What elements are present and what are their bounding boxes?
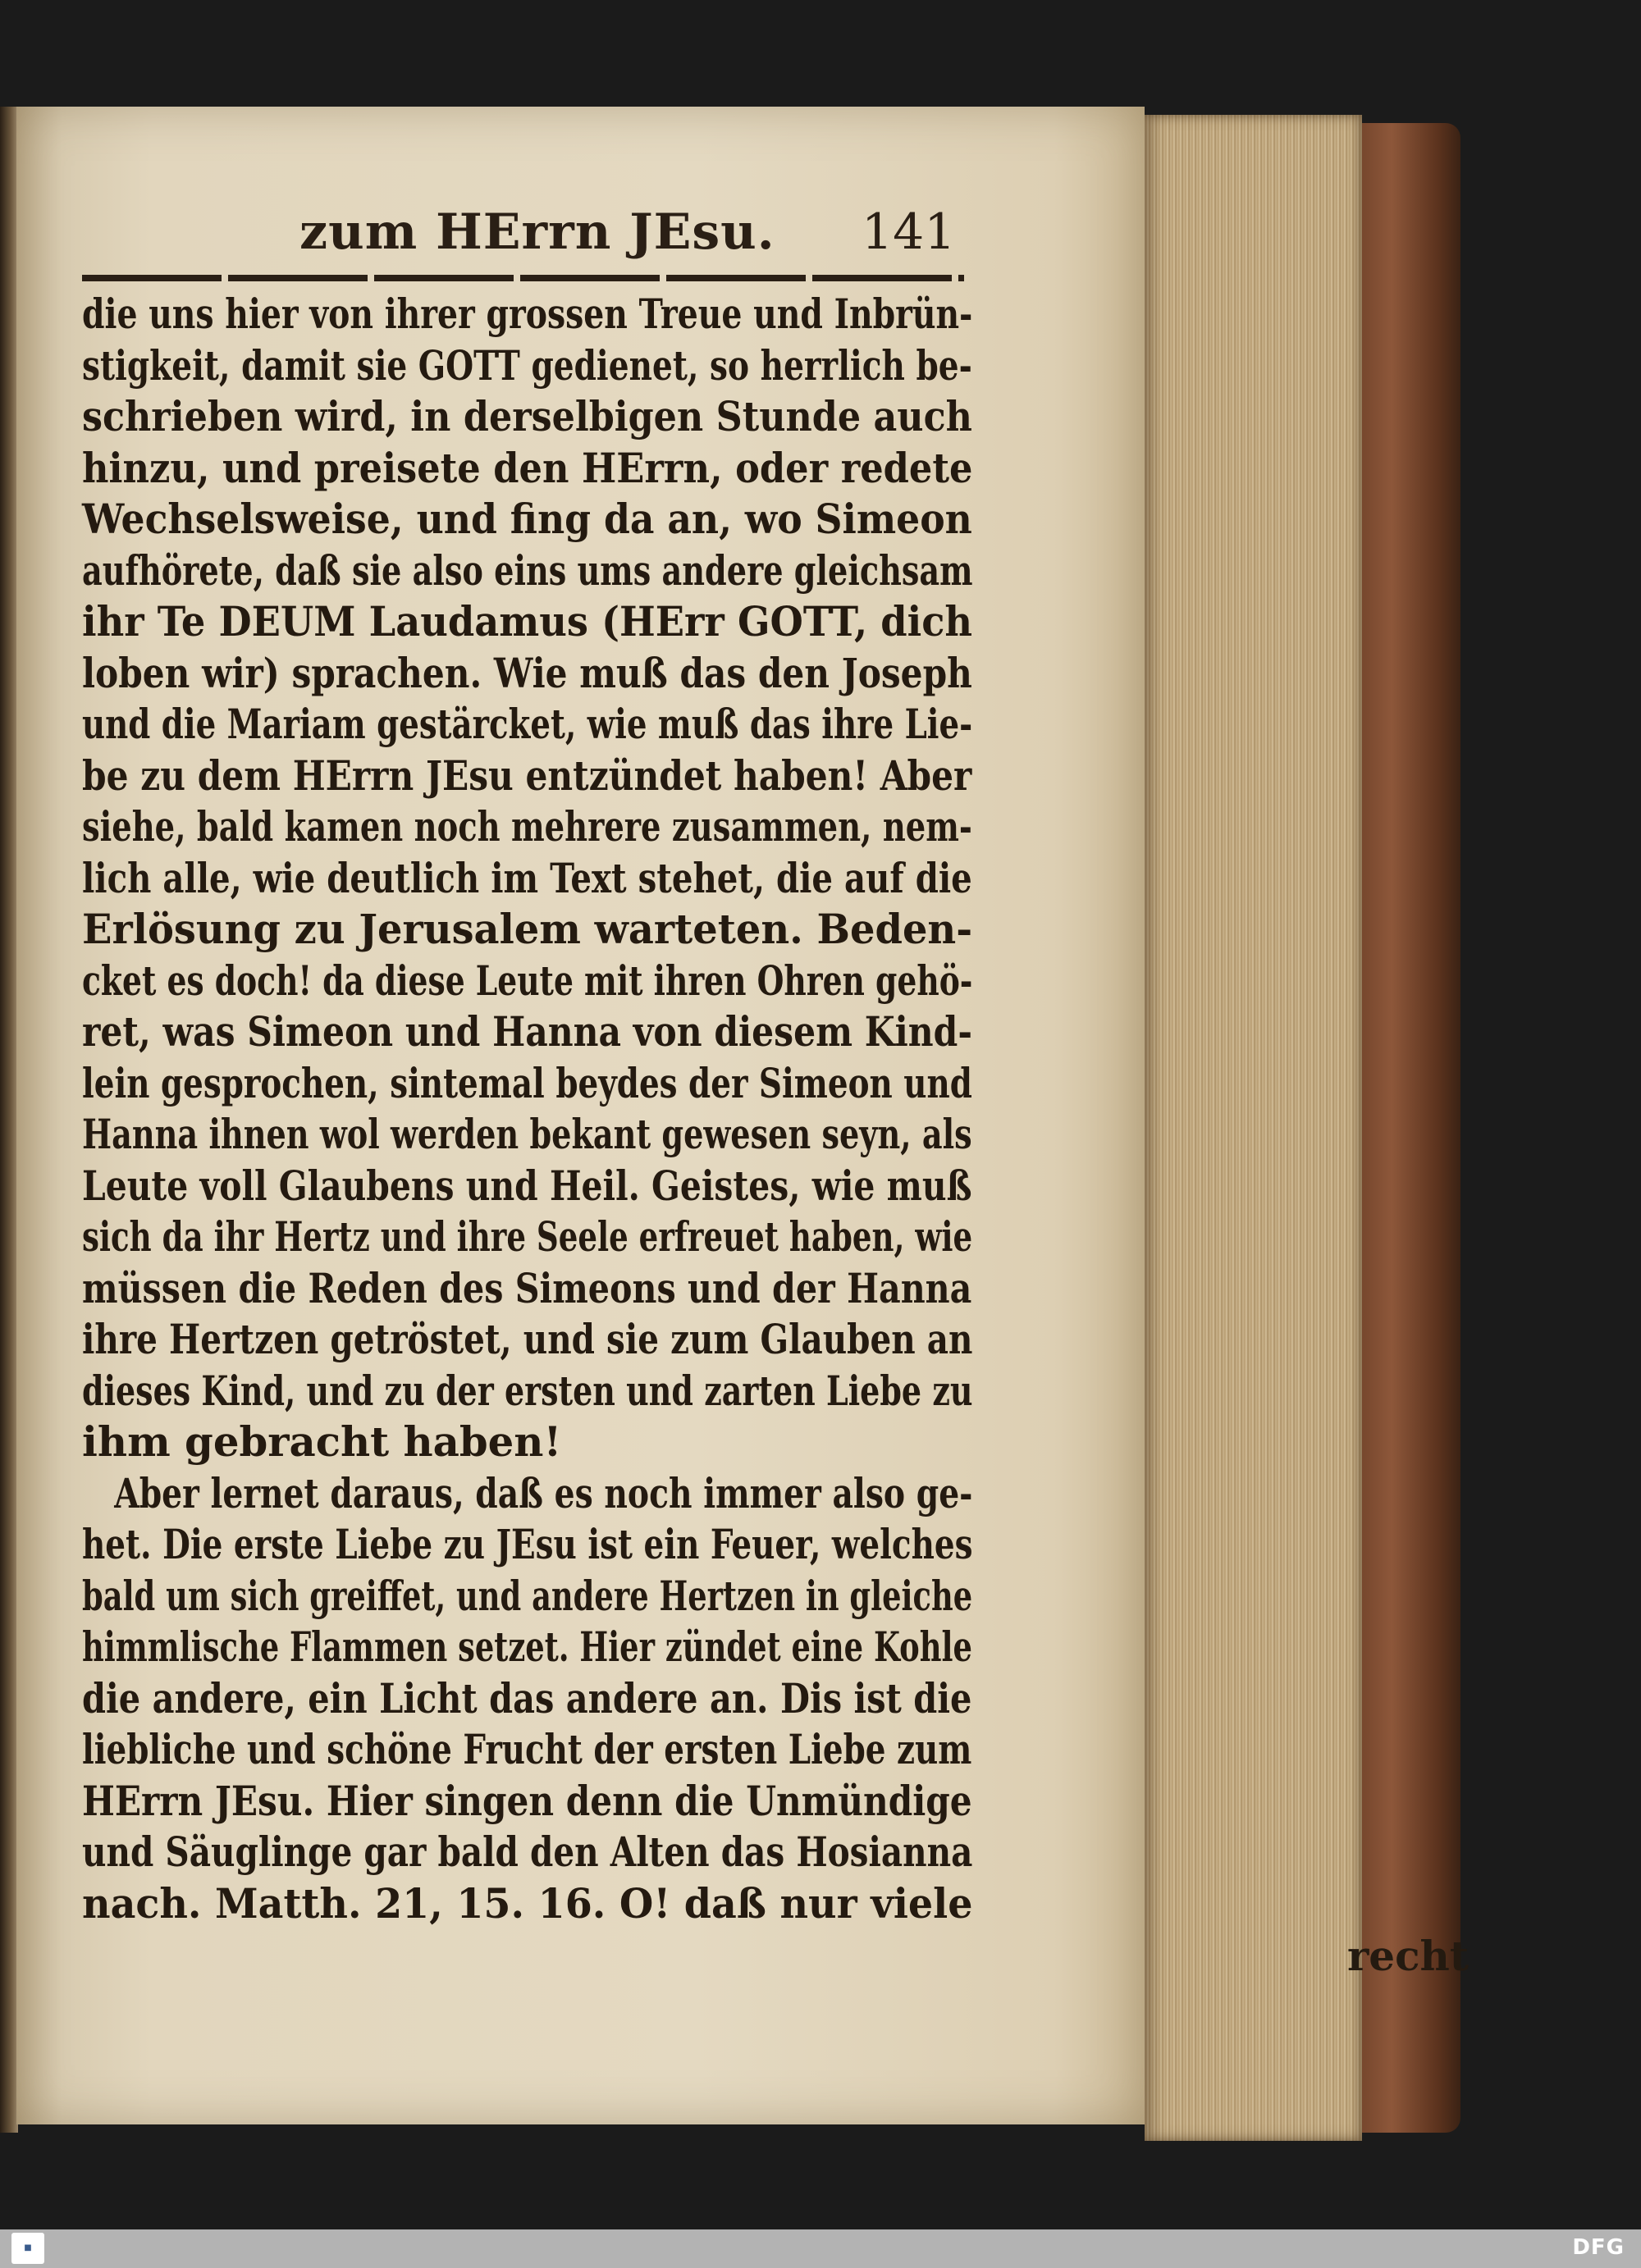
text-line: himmlische Flammen setzet. Hier zündet eine Kohle: [82, 1622, 972, 1671]
gutter-shadow: [0, 107, 18, 2133]
text-line: het. Die erste Liebe zu JEsu ist ein Feuer, welches: [82, 1520, 973, 1568]
book-cover-edge: [1346, 123, 1460, 2133]
text-line: aufhörete, daß sie also eins ums andere gleichsam: [82, 545, 973, 595]
body-text: [82, 289, 976, 1929]
text-line: lein gesprochen, sintemal beydes der Simeon und: [82, 1058, 972, 1107]
library-logo-icon[interactable]: ■: [11, 2233, 44, 2264]
text-line: und die Mariam gestärcket, wie muß das ihre Lie-: [82, 700, 973, 748]
catchword: recht: [1346, 1932, 1469, 1980]
page-number: 141: [862, 203, 956, 261]
page-fore-edge: [1145, 115, 1362, 2141]
text-line: Aber lernet daraus, daß es noch immer also ge-: [114, 1468, 973, 1517]
text-line: be zu dem HErrn JEsu entzündet haben! Aber: [82, 751, 972, 800]
viewer-footer-bar: [0, 2229, 1641, 2268]
header-rule: [82, 275, 964, 281]
text-line: bald um sich greiffet, und andere Hertzen in gleiche: [82, 1571, 973, 1620]
text-line: HErrn JEsu. Hier singen denn die Unmündige: [82, 1776, 972, 1825]
text-line: müssen die Reden des Simeons und der Hanna: [82, 1263, 972, 1312]
text-line: ihre Hertzen getröstet, und sie zum Glauben an: [82, 1315, 973, 1363]
text-line: loben wir) sprachen. Wie muß das den Joseph: [82, 648, 972, 697]
text-line: ret, was Simeon und Hanna von diesem Kind-: [82, 1007, 972, 1056]
text-line: lich alle, wie deutlich im Text stehet, die auf die: [82, 853, 972, 902]
text-line: die andere, ein Licht das andere an. Dis ist die: [82, 1673, 972, 1723]
text-line: sich da ihr Hertz und ihre Seele erfreuet haben, wie: [82, 1212, 973, 1261]
text-line: Wechselsweise, und fing da an, wo Simeon: [82, 495, 972, 543]
text-line: hinzu, und preisete den HErrn, oder redete: [82, 443, 973, 492]
text-line: schrieben wird, in derselbigen Stunde auch: [82, 392, 972, 440]
text-line: ihm gebracht haben!: [82, 1417, 562, 1466]
text-line: liebliche und schöne Frucht der ersten Liebe zum: [82, 1725, 972, 1773]
text-line: stigkeit, damit sie GOTT gedienet, so herrlich be-: [82, 340, 972, 390]
text-line: Hanna ihnen wol werden bekant gewesen seyn, als: [82, 1110, 972, 1158]
text-line: nach. Matth. 21, 15. 16. O! daß nur viele: [82, 1878, 973, 1928]
running-head: zum HErrn JEsu.: [299, 203, 775, 261]
text-line: siehe, bald kamen noch mehrere zusammen, nem-: [82, 802, 972, 851]
text-line: dieses Kind, und zu der ersten und zarten Liebe zu: [82, 1366, 973, 1415]
text-line: Leute voll Glaubens und Heil. Geistes, wie muß: [82, 1161, 972, 1210]
dfg-logo[interactable]: DFG: [1572, 2235, 1625, 2260]
text-line: und Säuglinge gar bald den Alten das Hosianna: [82, 1828, 973, 1876]
text-line: Erlösung zu Jerusalem warteten. Beden-: [82, 905, 973, 953]
text-line: die uns hier von ihrer grossen Treue und Inbrün-: [82, 290, 973, 338]
text-line: ihr Te DEUM Laudamus (HErr GOTT, dich: [82, 597, 973, 646]
text-line: cket es doch! da diese Leute mit ihren Ohren gehö-: [82, 956, 973, 1005]
